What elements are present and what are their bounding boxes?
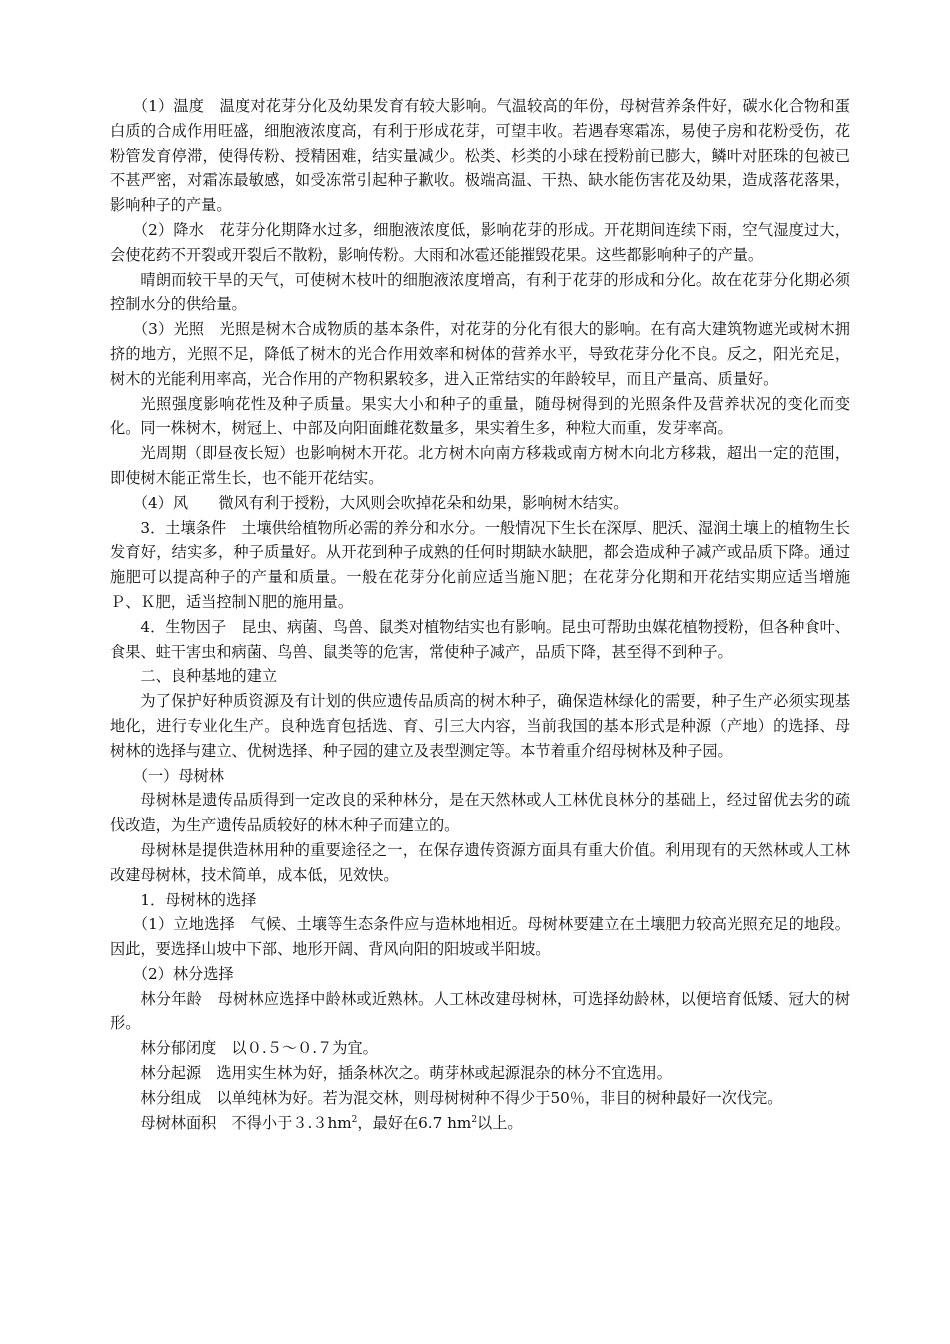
paragraph-stand-composition: 林分组成 以单纯林为好。若为混交林，则母树树种不得少于50％，非目的树种最好一次伐完。 [140,1088,783,1107]
paragraph-precipitation: （2）降水 花芽分化期降水过多，细胞液浓度低，影响花芽的形成。开花期间连续下雨，空气湿度过大，会使花药不开裂或开裂后不散粉，影响传粉。大雨和冰雹还能摧毁花果。这些都影响种子的产量。 [110,220,850,264]
area-suffix: 以上。 [477,1113,523,1132]
paragraph-light-intensity: 光照强度影响花性及种子质量。果实大小和种子的重量，随母树得到的光照条件及营养状况的变化而变化。同一株树木，树冠上、中部及向阳面雌花数量多，果实着生多，种粒大而重，发芽率高。 [110,394,850,438]
paragraph-stand-area [110,1111,850,1136]
subsection-heading-mother-forest: （一）母树林 [132,766,224,785]
area-prefix: 母树林面积 不得小于３.３hm [140,1113,352,1132]
heading-stand-selection: （2）林分选择 [132,964,234,983]
paragraph-mother-forest-def: 母树林是遗传品质得到一定改良的采种林分，是在天然林或人工林优良林分的基础上，经过留优去劣的疏伐改造，为生产遗传品质较好的林木种子而建立的。 [110,791,850,835]
paragraph-light: （3）光照 光照是树木合成物质的基本条件，对花芽的分化有很大的影响。在有高大建筑物遮光或树木拥挤的地方，光照不足，降低了树木的光合作用效率和树体的营养水平，导致花芽分化不良。反之，阳光充足，树木的光能利用率高，光合作用的产物积累较多，进入正常结实的年龄较早，而且产量高、质量好。 [110,320,850,388]
paragraph-photoperiod: 光周期（即昼夜长短）也影响树木开花。北方树木向南方移栽或南方树木向北方移栽，超出一定的范围，即使树木能正常生长，也不能开花结实。 [110,444,850,487]
section-heading-seed-base: 二、良种基地的建立 [140,667,278,686]
paragraph-dry-weather: 晴朗而较干旱的天气，可使树木枝叶的细胞液浓度增高，有利于花芽的形成和分化。故在花芽分化期必须控制水分的供给量。 [110,270,850,314]
paragraph-site-selection: （1）立地选择 气候、土壤等生态条件应与造林地相近。母树林要建立在土壤肥力较高光照充足的地段。因此，要选择山坡中下部、地形开阔、背风向阳的阳坡或半阳坡。 [110,915,850,959]
paragraph-canopy-density: 林分郁闭度 以０.５～０.７为宜。 [140,1039,378,1058]
document-body [110,94,850,1135]
paragraph-mother-forest-value: 母树林是提供造林用种的重要途径之一，在保存遗传资源方面具有重大价值。利用现有的天然林或人工林改建母树林，技术简单，成本低，见效快。 [110,840,850,884]
area-unit-exponent-2: 2 [471,1114,478,1125]
paragraph-soil: 3．土壤条件 土壤供给植物所必需的养分和水分。一般情况下生长在深厚、肥沃、湿润土壤上的植物生长发育好，结实多，种子质量好。从开花到种子成熟的任何时期缺水缺肥，都会造成种子减产或品质下降。通过施肥可以提高种子的产量和质量。一般在花芽分化前应适当施Ｎ肥；在花芽分化期和开花结实期应适当增施Ｐ、Ｋ肥，适当控制Ｎ肥的施用量。 [110,518,850,611]
paragraph-stand-age: 林分年龄 母树林应选择中龄林或近熟林。人工林改建母树林，可选择幼龄林，以便培育低矮、冠大的树形。 [110,989,850,1033]
area-unit-exponent-1: 2 [351,1114,358,1125]
paragraph-stand-origin: 林分起源 选用实生林为好，插条林次之。萌芽林或起源混杂的林分不宜选用。 [140,1064,672,1083]
paragraph-seed-base-intro: 为了保护好种质资源及有计划的供应遗传品质高的树木种子，确保造林绿化的需要，种子生产必须实现基地化，进行专业化生产。良种选育包括选、育、引三大内容，当前我国的基本形式是种源（产地）的选择、母树林的选择与建立、优树选择、种子园的建立及表型测定等。本节着重介绍母树林及种子园。 [110,692,850,760]
paragraph-wind: （4）风 微风有利于授粉，大风则会吹掉花朵和幼果，影响树木结实。 [132,493,629,512]
area-middle: ，最好在6.7 hm [357,1113,472,1132]
heading-mother-forest-selection: 1．母树林的选择 [140,890,257,909]
paragraph-biological-factors: 4．生物因子 昆虫、病菌、鸟兽、鼠类对植物结实也有影响。昆虫可帮助虫媒花植物授粉，但各种食叶、食果、蛀干害虫和病菌、鸟兽、鼠类等的危害，常使种子减产，品质下降，甚至得不到种子。 [110,617,850,661]
paragraph-temperature: （1）温度 温度对花芽分化及幼果发育有较大影响。气温较高的年份，母树营养条件好，碳水化合物和蛋白质的合成作用旺盛，细胞液浓度高，有利于形成花芽，可望丰收。若遇春寒霜冻，易使子房和花粉受伤，花粉管发育停滞，使得传粉、授精困难，结实量减少。松类、杉类的小球在授粉前已膨大，鳞叶对胚珠的包被已不甚严密，对霜冻最敏感，如受冻常引起种子歉收。极端高温、干热、缺水能伤害花及幼果，造成落花落果，影响种子的产量。 [110,97,850,215]
